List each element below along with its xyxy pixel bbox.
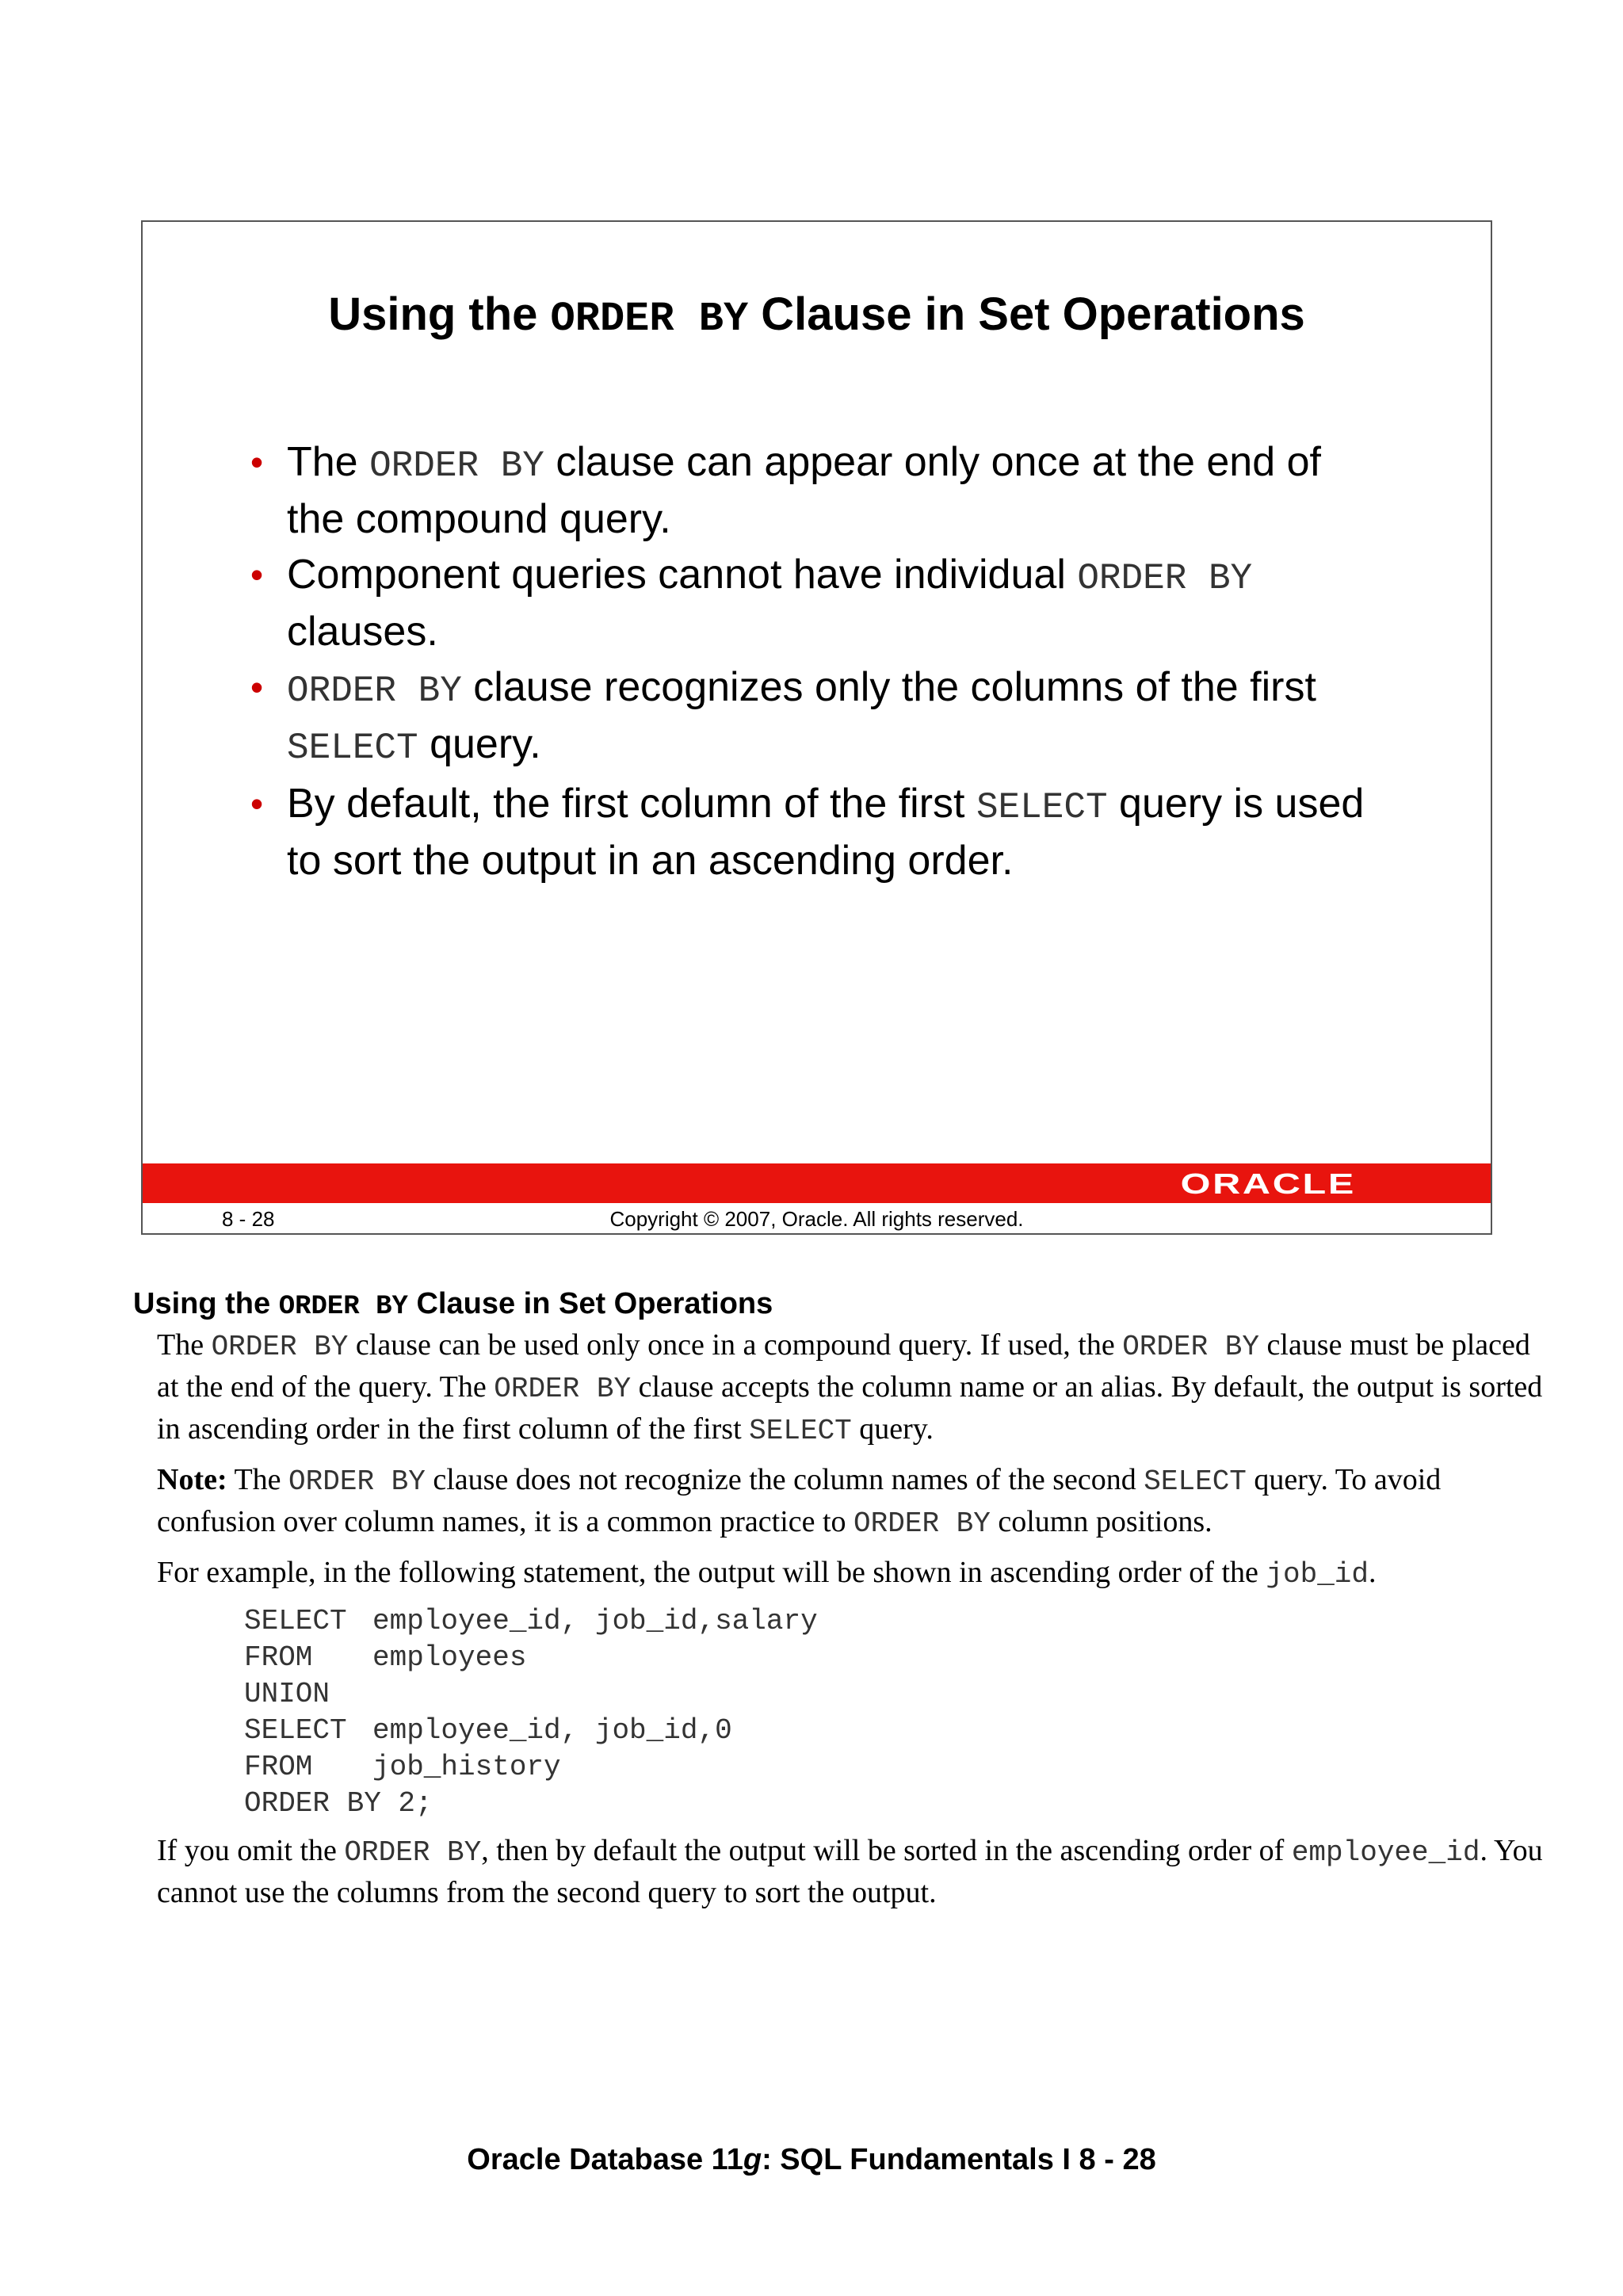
code-line bbox=[244, 1603, 1552, 1640]
code-keyword: SELECT bbox=[244, 1714, 347, 1747]
bullet-dot-icon: • bbox=[250, 667, 264, 708]
code-line bbox=[244, 1749, 1552, 1786]
code-keyword: FROM bbox=[244, 1641, 313, 1674]
notes-text: If you omit the bbox=[157, 1834, 345, 1867]
notes-text: clause can be used only once in a compound query. If used, the bbox=[348, 1328, 1123, 1362]
page-footer bbox=[0, 2140, 1623, 2179]
slide-number: 8 - 28 bbox=[222, 1207, 275, 1231]
notes-code: ORDER BY bbox=[854, 1507, 991, 1540]
oracle-logo: ORACLE bbox=[1180, 1167, 1356, 1200]
slide-title bbox=[143, 287, 1491, 347]
bullet-dot-icon: • bbox=[250, 783, 264, 824]
code-rest: employee_id, job_id,salary bbox=[372, 1605, 818, 1637]
notes-text: query. To avoid confusion over column names, it is a common practice to bbox=[157, 1463, 1442, 1538]
bullet-dot-icon: • bbox=[250, 441, 264, 483]
code-keyword: FROM bbox=[244, 1751, 313, 1783]
bullet-item bbox=[250, 661, 1423, 775]
bullet-dot-icon: • bbox=[250, 554, 264, 595]
notes-text: query. bbox=[851, 1412, 934, 1446]
bullet-text: query. bbox=[418, 721, 541, 767]
notes-text: For example, in the following statement, the output will be shown in ascending order of the bbox=[157, 1556, 1266, 1589]
notes-code: ORDER BY bbox=[211, 1331, 349, 1363]
notes-code: SELECT bbox=[1144, 1465, 1247, 1498]
slide-title-text: Using the bbox=[328, 288, 551, 340]
notes-text: column positions. bbox=[990, 1505, 1212, 1538]
code-rest: job_history bbox=[372, 1751, 561, 1783]
oracle-red-bar bbox=[143, 1163, 1491, 1203]
bullet-code: ORDER BY bbox=[369, 445, 544, 487]
bullet-text: By default, the first column of the first bbox=[287, 781, 976, 827]
slide-title-code: ORDER BY bbox=[550, 296, 749, 342]
bullet-code: SELECT bbox=[976, 787, 1108, 828]
bullet-text: clauses. bbox=[287, 609, 438, 655]
notes-code: ORDER BY bbox=[494, 1373, 632, 1405]
bullet-text: to sort the output in an ascending order. bbox=[287, 838, 1014, 884]
code-keyword: SELECT bbox=[244, 1605, 347, 1637]
notes-text: clause does not recognize the column names of the second bbox=[425, 1463, 1144, 1496]
slide-title-text: Clause in Set Operations bbox=[748, 288, 1305, 340]
notes-code: ORDER BY bbox=[1122, 1331, 1260, 1363]
code-keyword: ORDER BY 2; bbox=[244, 1787, 433, 1820]
footer-text: : SQL Fundamentals I 8 - 28 bbox=[762, 2143, 1156, 2176]
bullet-code: SELECT bbox=[287, 728, 418, 769]
bullet-item bbox=[250, 436, 1423, 546]
bullet-text: clause can appear only once at the end of bbox=[544, 439, 1321, 485]
notes-paragraph bbox=[157, 1553, 1552, 1595]
notes-text: The bbox=[227, 1463, 289, 1496]
code-block bbox=[244, 1603, 1552, 1822]
bullet-text: the compound query. bbox=[287, 496, 671, 542]
notes-heading bbox=[133, 1284, 773, 1327]
code-rest: employees bbox=[372, 1641, 527, 1674]
code-line bbox=[244, 1786, 1552, 1822]
notes-heading-text: Using the bbox=[133, 1287, 279, 1320]
notes-paragraph bbox=[157, 1831, 1552, 1912]
slide-footer bbox=[143, 1203, 1491, 1235]
code-line bbox=[244, 1640, 1552, 1676]
bullet-text: clause recognizes only the columns of the first bbox=[461, 664, 1316, 710]
notes-text: . You cannot use the columns from the second query to sort the output. bbox=[157, 1834, 1543, 1909]
bullet-list bbox=[250, 436, 1423, 890]
notes-heading-text: Clause in Set Operations bbox=[407, 1287, 773, 1320]
notes-code: employee_id bbox=[1291, 1836, 1480, 1869]
notes-code: SELECT bbox=[749, 1415, 852, 1447]
notes-text: . bbox=[1369, 1556, 1377, 1589]
notes-body bbox=[157, 1325, 1552, 1921]
slide bbox=[141, 220, 1492, 1235]
notes-note-paragraph bbox=[157, 1460, 1552, 1544]
code-rest: employee_id, job_id,0 bbox=[372, 1714, 732, 1747]
notes-paragraph bbox=[157, 1325, 1552, 1451]
footer-italic: g bbox=[743, 2143, 762, 2176]
bullet-item bbox=[250, 777, 1423, 888]
bullet-code: ORDER BY bbox=[1077, 558, 1253, 599]
notes-text: The bbox=[157, 1328, 212, 1362]
code-line bbox=[244, 1713, 1552, 1749]
notes-code: job_id bbox=[1266, 1558, 1369, 1591]
bullet-item bbox=[250, 548, 1423, 659]
bullet-code: ORDER BY bbox=[287, 670, 462, 712]
notes-text: , then by default the output will be sorted in the ascending order of bbox=[481, 1834, 1292, 1867]
notes-heading-code: ORDER BY bbox=[278, 1292, 408, 1322]
bullet-text: query is used bbox=[1107, 781, 1365, 827]
bullet-text: The bbox=[287, 439, 370, 485]
note-label: Note: bbox=[157, 1463, 227, 1496]
notes-text: clause accepts the column name or an alias. By default, the output is sorted in ascending order in the first column of the first bbox=[157, 1370, 1543, 1446]
slide-copyright: Copyright © 2007, Oracle. All rights reserved. bbox=[609, 1207, 1024, 1231]
code-line bbox=[244, 1676, 1552, 1713]
notes-text: clause must be placed at the end of the query. The bbox=[157, 1328, 1530, 1404]
notes-code: ORDER BY bbox=[288, 1465, 426, 1498]
bullet-text: Component queries cannot have individual bbox=[287, 552, 1078, 598]
footer-text: Oracle Database 11 bbox=[467, 2143, 743, 2176]
code-keyword: UNION bbox=[244, 1678, 330, 1710]
notes-code: ORDER BY bbox=[344, 1836, 482, 1869]
